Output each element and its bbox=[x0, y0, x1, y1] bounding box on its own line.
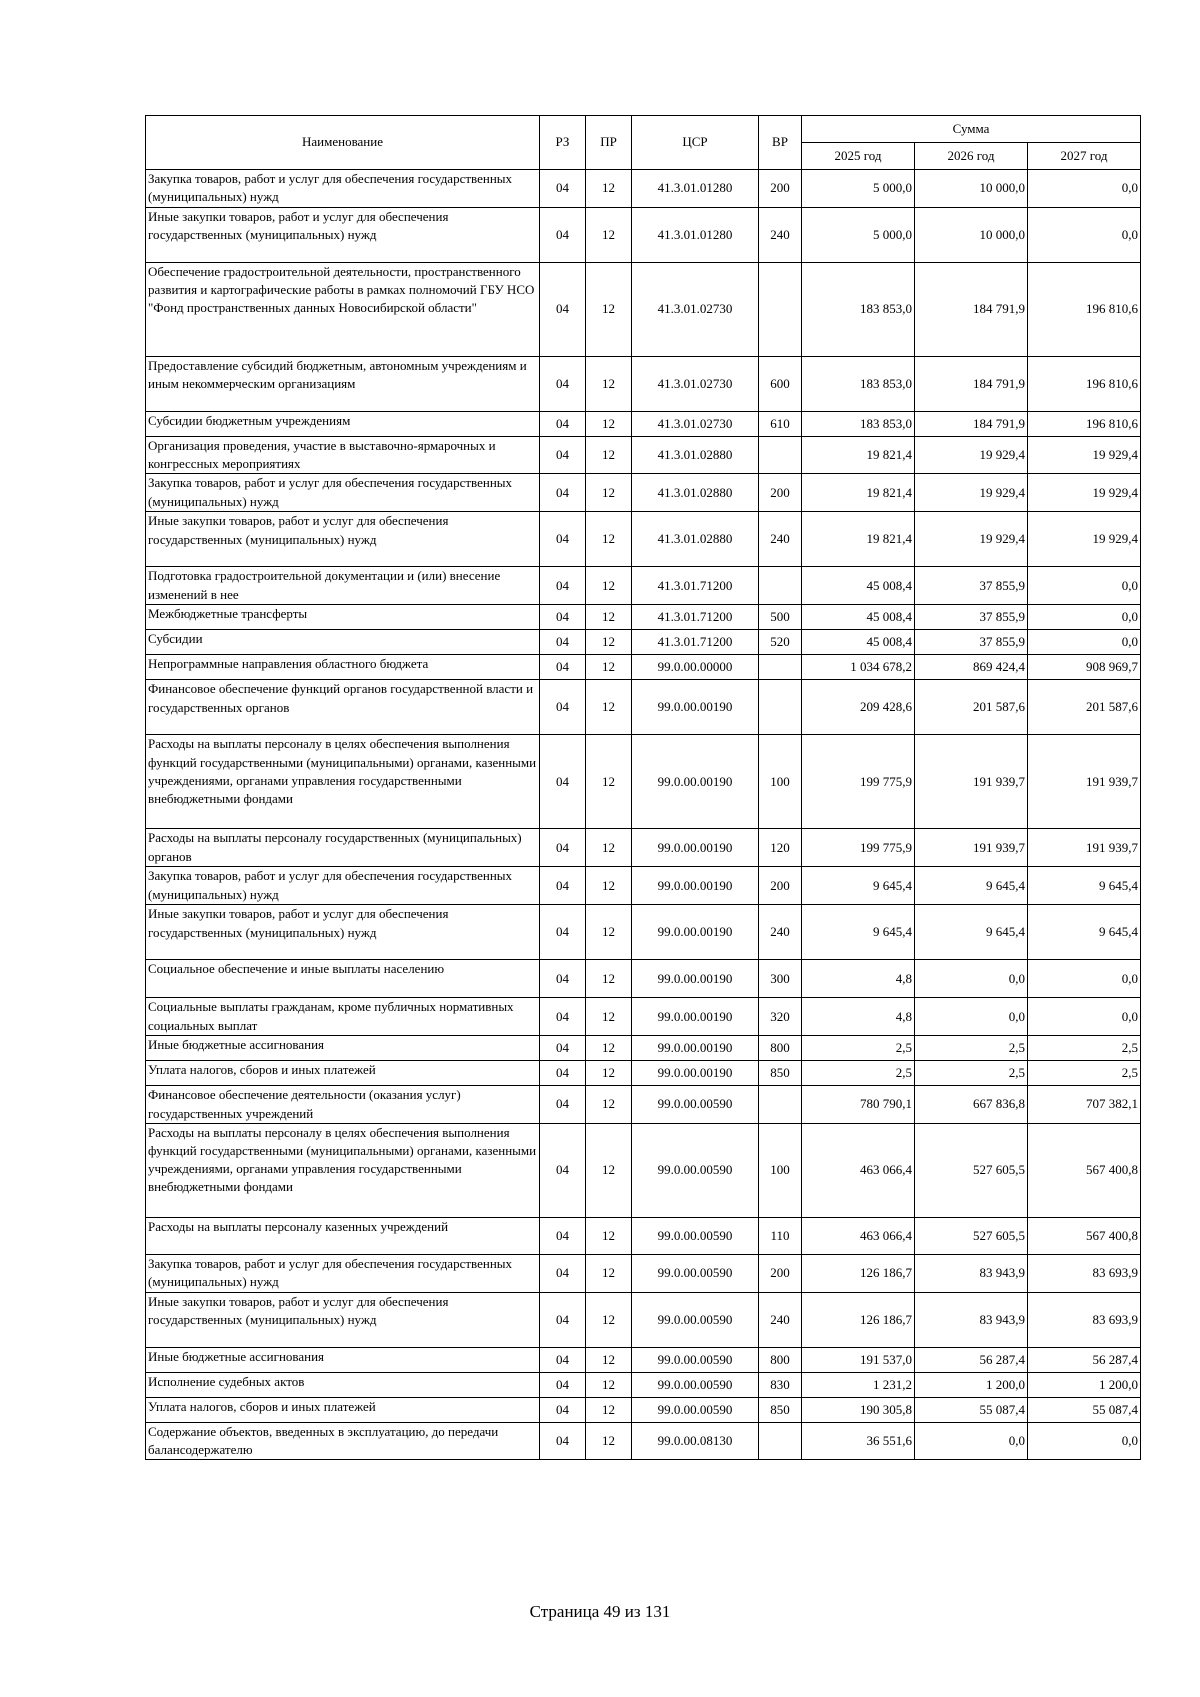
cell-v2026: 19 929,4 bbox=[915, 474, 1028, 512]
cell-rz: 04 bbox=[540, 905, 586, 960]
table-row bbox=[146, 655, 1141, 680]
budget-table bbox=[145, 115, 1141, 1460]
cell-name: Закупка товаров, работ и услуг для обеспечения государственных (муниципальных) нужд bbox=[146, 170, 540, 208]
cell-csr: 99.0.00.00190 bbox=[632, 829, 759, 867]
cell-name: Организация проведения, участие в выставочно-ярмарочных и конгрессных мероприятиях bbox=[146, 437, 540, 474]
cell-csr: 99.0.00.00190 bbox=[632, 1036, 759, 1061]
cell-pr: 12 bbox=[586, 1292, 632, 1347]
cell-vr bbox=[759, 1086, 802, 1123]
cell-rz: 04 bbox=[540, 512, 586, 567]
table-row bbox=[146, 512, 1141, 567]
cell-v2026: 191 939,7 bbox=[915, 829, 1028, 867]
cell-v2026: 19 929,4 bbox=[915, 512, 1028, 567]
cell-csr: 41.3.01.02880 bbox=[632, 474, 759, 512]
cell-pr: 12 bbox=[586, 605, 632, 630]
cell-v2026: 1 200,0 bbox=[915, 1372, 1028, 1397]
cell-v2026: 9 645,4 bbox=[915, 905, 1028, 960]
cell-vr bbox=[759, 1422, 802, 1459]
cell-name: Социальные выплаты гражданам, кроме публичных нормативных социальных выплат bbox=[146, 998, 540, 1036]
cell-v2027: 201 587,6 bbox=[1028, 680, 1141, 735]
cell-v2027: 2,5 bbox=[1028, 1036, 1141, 1061]
cell-rz: 04 bbox=[540, 1347, 586, 1372]
cell-v2027: 0,0 bbox=[1028, 630, 1141, 655]
cell-v2027: 1 200,0 bbox=[1028, 1372, 1141, 1397]
cell-vr: 200 bbox=[759, 474, 802, 512]
table-row bbox=[146, 1036, 1141, 1061]
cell-v2025: 2,5 bbox=[802, 1036, 915, 1061]
cell-rz: 04 bbox=[540, 263, 586, 357]
cell-csr: 41.3.01.02880 bbox=[632, 512, 759, 567]
cell-name: Исполнение судебных актов bbox=[146, 1372, 540, 1397]
cell-v2027: 0,0 bbox=[1028, 170, 1141, 208]
cell-pr: 12 bbox=[586, 474, 632, 512]
cell-rz: 04 bbox=[540, 630, 586, 655]
cell-v2025: 1 034 678,2 bbox=[802, 655, 915, 680]
cell-rz: 04 bbox=[540, 735, 586, 829]
table-row bbox=[146, 1372, 1141, 1397]
cell-csr: 41.3.01.02880 bbox=[632, 437, 759, 474]
cell-v2026: 83 943,9 bbox=[915, 1254, 1028, 1292]
cell-vr: 240 bbox=[759, 1292, 802, 1347]
cell-v2025: 36 551,6 bbox=[802, 1422, 915, 1459]
cell-rz: 04 bbox=[540, 1217, 586, 1254]
table-row bbox=[146, 1061, 1141, 1086]
cell-pr: 12 bbox=[586, 263, 632, 357]
table-row bbox=[146, 1123, 1141, 1217]
cell-v2025: 9 645,4 bbox=[802, 867, 915, 905]
cell-csr: 99.0.00.00590 bbox=[632, 1123, 759, 1217]
cell-v2026: 0,0 bbox=[915, 960, 1028, 998]
table-row bbox=[146, 357, 1141, 412]
cell-v2025: 191 537,0 bbox=[802, 1347, 915, 1372]
cell-v2027: 55 087,4 bbox=[1028, 1397, 1141, 1422]
cell-pr: 12 bbox=[586, 437, 632, 474]
cell-v2027: 19 929,4 bbox=[1028, 437, 1141, 474]
cell-v2027: 83 693,9 bbox=[1028, 1254, 1141, 1292]
cell-vr bbox=[759, 263, 802, 357]
cell-v2026: 2,5 bbox=[915, 1061, 1028, 1086]
table-row bbox=[146, 630, 1141, 655]
cell-v2025: 463 066,4 bbox=[802, 1217, 915, 1254]
table-row bbox=[146, 960, 1141, 998]
header-sum: Сумма bbox=[802, 116, 1141, 143]
cell-pr: 12 bbox=[586, 1123, 632, 1217]
table-row bbox=[146, 1347, 1141, 1372]
cell-vr: 600 bbox=[759, 357, 802, 412]
cell-pr: 12 bbox=[586, 735, 632, 829]
cell-rz: 04 bbox=[540, 208, 586, 263]
table-row bbox=[146, 1422, 1141, 1459]
cell-rz: 04 bbox=[540, 998, 586, 1036]
table-row bbox=[146, 1292, 1141, 1347]
cell-v2026: 0,0 bbox=[915, 998, 1028, 1036]
cell-v2026: 527 605,5 bbox=[915, 1217, 1028, 1254]
cell-v2025: 45 008,4 bbox=[802, 605, 915, 630]
page-number: Страница 49 из 131 bbox=[529, 1602, 671, 1621]
table-row bbox=[146, 437, 1141, 474]
cell-pr: 12 bbox=[586, 829, 632, 867]
cell-v2026: 19 929,4 bbox=[915, 437, 1028, 474]
cell-rz: 04 bbox=[540, 170, 586, 208]
cell-name: Иные закупки товаров, работ и услуг для обеспечения государственных (муниципальных) нужд bbox=[146, 905, 540, 960]
cell-csr: 99.0.00.00590 bbox=[632, 1347, 759, 1372]
cell-rz: 04 bbox=[540, 1061, 586, 1086]
cell-vr: 850 bbox=[759, 1061, 802, 1086]
cell-vr: 240 bbox=[759, 208, 802, 263]
cell-rz: 04 bbox=[540, 1372, 586, 1397]
cell-name: Закупка товаров, работ и услуг для обеспечения государственных (муниципальных) нужд bbox=[146, 474, 540, 512]
cell-name: Расходы на выплаты персоналу государственных (муниципальных) органов bbox=[146, 829, 540, 867]
cell-rz: 04 bbox=[540, 474, 586, 512]
cell-name: Финансовое обеспечение деятельности (оказания услуг) государственных учреждений bbox=[146, 1086, 540, 1123]
cell-name: Межбюджетные трансферты bbox=[146, 605, 540, 630]
cell-name: Закупка товаров, работ и услуг для обеспечения государственных (муниципальных) нужд bbox=[146, 1254, 540, 1292]
cell-v2025: 5 000,0 bbox=[802, 170, 915, 208]
cell-rz: 04 bbox=[540, 1422, 586, 1459]
cell-csr: 99.0.00.00590 bbox=[632, 1254, 759, 1292]
cell-name: Иные закупки товаров, работ и услуг для обеспечения государственных (муниципальных) нужд bbox=[146, 1292, 540, 1347]
cell-vr bbox=[759, 437, 802, 474]
cell-pr: 12 bbox=[586, 1061, 632, 1086]
table-row bbox=[146, 1086, 1141, 1123]
table-row bbox=[146, 474, 1141, 512]
cell-csr: 41.3.01.02730 bbox=[632, 357, 759, 412]
cell-name: Иные закупки товаров, работ и услуг для обеспечения государственных (муниципальных) нужд bbox=[146, 208, 540, 263]
table-row bbox=[146, 208, 1141, 263]
cell-vr: 500 bbox=[759, 605, 802, 630]
cell-v2026: 37 855,9 bbox=[915, 605, 1028, 630]
cell-pr: 12 bbox=[586, 630, 632, 655]
cell-pr: 12 bbox=[586, 998, 632, 1036]
cell-v2025: 209 428,6 bbox=[802, 680, 915, 735]
table-row bbox=[146, 867, 1141, 905]
cell-v2026: 184 791,9 bbox=[915, 357, 1028, 412]
cell-csr: 99.0.00.00190 bbox=[632, 1061, 759, 1086]
cell-vr: 100 bbox=[759, 735, 802, 829]
cell-vr: 830 bbox=[759, 1372, 802, 1397]
cell-rz: 04 bbox=[540, 655, 586, 680]
cell-vr: 240 bbox=[759, 905, 802, 960]
cell-v2027: 0,0 bbox=[1028, 1422, 1141, 1459]
cell-csr: 99.0.00.00190 bbox=[632, 960, 759, 998]
cell-rz: 04 bbox=[540, 437, 586, 474]
cell-v2025: 19 821,4 bbox=[802, 512, 915, 567]
table-row bbox=[146, 998, 1141, 1036]
table-row bbox=[146, 735, 1141, 829]
cell-csr: 99.0.00.00190 bbox=[632, 680, 759, 735]
table-row bbox=[146, 829, 1141, 867]
cell-v2025: 19 821,4 bbox=[802, 437, 915, 474]
cell-csr: 99.0.00.00190 bbox=[632, 735, 759, 829]
cell-rz: 04 bbox=[540, 1123, 586, 1217]
cell-v2025: 19 821,4 bbox=[802, 474, 915, 512]
cell-pr: 12 bbox=[586, 412, 632, 437]
cell-v2026: 2,5 bbox=[915, 1036, 1028, 1061]
cell-pr: 12 bbox=[586, 1036, 632, 1061]
cell-v2025: 183 853,0 bbox=[802, 263, 915, 357]
cell-vr bbox=[759, 567, 802, 605]
cell-pr: 12 bbox=[586, 1254, 632, 1292]
cell-v2025: 183 853,0 bbox=[802, 412, 915, 437]
header-year-2027: 2027 год bbox=[1028, 143, 1141, 170]
table-row bbox=[146, 412, 1141, 437]
cell-v2027: 19 929,4 bbox=[1028, 474, 1141, 512]
cell-rz: 04 bbox=[540, 567, 586, 605]
cell-v2027: 56 287,4 bbox=[1028, 1347, 1141, 1372]
cell-rz: 04 bbox=[540, 1036, 586, 1061]
cell-v2025: 5 000,0 bbox=[802, 208, 915, 263]
cell-vr: 850 bbox=[759, 1397, 802, 1422]
cell-v2027: 83 693,9 bbox=[1028, 1292, 1141, 1347]
cell-v2027: 567 400,8 bbox=[1028, 1123, 1141, 1217]
cell-vr: 610 bbox=[759, 412, 802, 437]
cell-v2025: 780 790,1 bbox=[802, 1086, 915, 1123]
cell-vr: 100 bbox=[759, 1123, 802, 1217]
cell-v2026: 869 424,4 bbox=[915, 655, 1028, 680]
cell-csr: 41.3.01.02730 bbox=[632, 412, 759, 437]
cell-v2027: 0,0 bbox=[1028, 567, 1141, 605]
cell-csr: 99.0.00.00590 bbox=[632, 1217, 759, 1254]
cell-rz: 04 bbox=[540, 357, 586, 412]
cell-vr: 800 bbox=[759, 1036, 802, 1061]
cell-v2027: 196 810,6 bbox=[1028, 412, 1141, 437]
cell-name: Непрограммные направления областного бюджета bbox=[146, 655, 540, 680]
cell-v2026: 0,0 bbox=[915, 1422, 1028, 1459]
cell-v2025: 45 008,4 bbox=[802, 567, 915, 605]
cell-pr: 12 bbox=[586, 357, 632, 412]
cell-rz: 04 bbox=[540, 1397, 586, 1422]
cell-vr bbox=[759, 655, 802, 680]
cell-name: Иные бюджетные ассигнования bbox=[146, 1347, 540, 1372]
cell-v2025: 2,5 bbox=[802, 1061, 915, 1086]
cell-name: Расходы на выплаты персоналу в целях обеспечения выполнения функций государственными (муниципальными) органами, казенными учреждениями, органами управления государственными внебюджетными фондами bbox=[146, 1123, 540, 1217]
table-row bbox=[146, 567, 1141, 605]
header-name: Наименование bbox=[146, 116, 540, 170]
cell-v2025: 126 186,7 bbox=[802, 1292, 915, 1347]
cell-csr: 99.0.00.08130 bbox=[632, 1422, 759, 1459]
cell-pr: 12 bbox=[586, 208, 632, 263]
cell-vr: 200 bbox=[759, 867, 802, 905]
table-row bbox=[146, 605, 1141, 630]
cell-pr: 12 bbox=[586, 1372, 632, 1397]
cell-csr: 99.0.00.00190 bbox=[632, 905, 759, 960]
cell-name: Субсидии bbox=[146, 630, 540, 655]
cell-v2027: 196 810,6 bbox=[1028, 263, 1141, 357]
header-pr: ПР bbox=[586, 116, 632, 170]
cell-v2025: 4,8 bbox=[802, 960, 915, 998]
cell-v2025: 190 305,8 bbox=[802, 1397, 915, 1422]
cell-name: Социальное обеспечение и иные выплаты населению bbox=[146, 960, 540, 998]
cell-csr: 99.0.00.00590 bbox=[632, 1372, 759, 1397]
cell-csr: 41.3.01.01280 bbox=[632, 170, 759, 208]
cell-v2025: 45 008,4 bbox=[802, 630, 915, 655]
cell-v2025: 9 645,4 bbox=[802, 905, 915, 960]
cell-v2025: 1 231,2 bbox=[802, 1372, 915, 1397]
cell-v2027: 2,5 bbox=[1028, 1061, 1141, 1086]
cell-name: Уплата налогов, сборов и иных платежей bbox=[146, 1397, 540, 1422]
cell-name: Подготовка градостроительной документации и (или) внесение изменений в нее bbox=[146, 567, 540, 605]
header-year-2025: 2025 год bbox=[802, 143, 915, 170]
cell-v2027: 196 810,6 bbox=[1028, 357, 1141, 412]
cell-rz: 04 bbox=[540, 680, 586, 735]
cell-pr: 12 bbox=[586, 170, 632, 208]
cell-name: Обеспечение градостроительной деятельности, пространственного развития и картографические работы в рамках полномочий ГБУ НСО "Фонд пространственных данных Новосибирской области" bbox=[146, 263, 540, 357]
cell-vr: 200 bbox=[759, 1254, 802, 1292]
cell-v2025: 4,8 bbox=[802, 998, 915, 1036]
cell-v2026: 37 855,9 bbox=[915, 630, 1028, 655]
cell-name: Расходы на выплаты персоналу в целях обеспечения выполнения функций государственными (муниципальными) органами, казенными учреждениями, органами управления государственными внебюджетными фондами bbox=[146, 735, 540, 829]
cell-name: Уплата налогов, сборов и иных платежей bbox=[146, 1061, 540, 1086]
cell-csr: 99.0.00.00590 bbox=[632, 1397, 759, 1422]
cell-v2026: 527 605,5 bbox=[915, 1123, 1028, 1217]
cell-pr: 12 bbox=[586, 655, 632, 680]
cell-pr: 12 bbox=[586, 1422, 632, 1459]
table-row bbox=[146, 905, 1141, 960]
cell-pr: 12 bbox=[586, 905, 632, 960]
cell-name: Предоставление субсидий бюджетным, автономным учреждениям и иным некоммерческим организациям bbox=[146, 357, 540, 412]
table-row bbox=[146, 680, 1141, 735]
cell-csr: 41.3.01.01280 bbox=[632, 208, 759, 263]
cell-name: Субсидии бюджетным учреждениям bbox=[146, 412, 540, 437]
cell-pr: 12 bbox=[586, 1397, 632, 1422]
header-rz: РЗ bbox=[540, 116, 586, 170]
table-body bbox=[146, 170, 1141, 1460]
cell-v2027: 191 939,7 bbox=[1028, 829, 1141, 867]
cell-pr: 12 bbox=[586, 512, 632, 567]
cell-v2027: 191 939,7 bbox=[1028, 735, 1141, 829]
cell-v2026: 10 000,0 bbox=[915, 208, 1028, 263]
cell-vr: 320 bbox=[759, 998, 802, 1036]
cell-vr: 240 bbox=[759, 512, 802, 567]
table-row bbox=[146, 170, 1141, 208]
cell-name: Финансовое обеспечение функций органов государственной власти и государственных органов bbox=[146, 680, 540, 735]
cell-v2025: 183 853,0 bbox=[802, 357, 915, 412]
cell-v2026: 37 855,9 bbox=[915, 567, 1028, 605]
table-row bbox=[146, 1397, 1141, 1422]
cell-csr: 41.3.01.02730 bbox=[632, 263, 759, 357]
cell-v2025: 199 775,9 bbox=[802, 735, 915, 829]
cell-v2026: 201 587,6 bbox=[915, 680, 1028, 735]
cell-pr: 12 bbox=[586, 867, 632, 905]
cell-name: Иные закупки товаров, работ и услуг для обеспечения государственных (муниципальных) нужд bbox=[146, 512, 540, 567]
cell-rz: 04 bbox=[540, 1292, 586, 1347]
cell-csr: 99.0.00.00000 bbox=[632, 655, 759, 680]
cell-pr: 12 bbox=[586, 680, 632, 735]
cell-rz: 04 bbox=[540, 1254, 586, 1292]
cell-rz: 04 bbox=[540, 867, 586, 905]
table-header bbox=[146, 116, 1141, 170]
cell-v2025: 199 775,9 bbox=[802, 829, 915, 867]
cell-vr bbox=[759, 680, 802, 735]
cell-v2027: 0,0 bbox=[1028, 605, 1141, 630]
cell-csr: 99.0.00.00590 bbox=[632, 1086, 759, 1123]
cell-pr: 12 bbox=[586, 567, 632, 605]
cell-csr: 41.3.01.71200 bbox=[632, 630, 759, 655]
header-csr: ЦСР bbox=[632, 116, 759, 170]
cell-rz: 04 bbox=[540, 829, 586, 867]
cell-csr: 99.0.00.00590 bbox=[632, 1292, 759, 1347]
table-row bbox=[146, 263, 1141, 357]
cell-rz: 04 bbox=[540, 1086, 586, 1123]
cell-v2027: 19 929,4 bbox=[1028, 512, 1141, 567]
cell-v2027: 707 382,1 bbox=[1028, 1086, 1141, 1123]
cell-v2025: 463 066,4 bbox=[802, 1123, 915, 1217]
cell-v2027: 0,0 bbox=[1028, 208, 1141, 263]
cell-v2027: 9 645,4 bbox=[1028, 905, 1141, 960]
cell-v2027: 0,0 bbox=[1028, 960, 1141, 998]
cell-csr: 99.0.00.00190 bbox=[632, 998, 759, 1036]
header-vr: ВР bbox=[759, 116, 802, 170]
cell-csr: 41.3.01.71200 bbox=[632, 567, 759, 605]
cell-v2026: 667 836,8 bbox=[915, 1086, 1028, 1123]
cell-v2027: 0,0 bbox=[1028, 998, 1141, 1036]
cell-v2026: 10 000,0 bbox=[915, 170, 1028, 208]
cell-rz: 04 bbox=[540, 412, 586, 437]
cell-v2026: 184 791,9 bbox=[915, 412, 1028, 437]
cell-name: Иные бюджетные ассигнования bbox=[146, 1036, 540, 1061]
cell-vr: 200 bbox=[759, 170, 802, 208]
cell-pr: 12 bbox=[586, 1217, 632, 1254]
cell-pr: 12 bbox=[586, 1347, 632, 1372]
cell-name: Содержание объектов, введенных в эксплуатацию, до передачи балансодержателю bbox=[146, 1422, 540, 1459]
cell-v2026: 191 939,7 bbox=[915, 735, 1028, 829]
cell-vr: 800 bbox=[759, 1347, 802, 1372]
table-row bbox=[146, 1217, 1141, 1254]
cell-v2027: 9 645,4 bbox=[1028, 867, 1141, 905]
cell-rz: 04 bbox=[540, 605, 586, 630]
cell-vr: 110 bbox=[759, 1217, 802, 1254]
cell-vr: 300 bbox=[759, 960, 802, 998]
cell-v2026: 184 791,9 bbox=[915, 263, 1028, 357]
cell-name: Расходы на выплаты персоналу казенных учреждений bbox=[146, 1217, 540, 1254]
cell-v2026: 9 645,4 bbox=[915, 867, 1028, 905]
cell-v2026: 56 287,4 bbox=[915, 1347, 1028, 1372]
cell-v2026: 83 943,9 bbox=[915, 1292, 1028, 1347]
cell-v2025: 126 186,7 bbox=[802, 1254, 915, 1292]
cell-csr: 99.0.00.00190 bbox=[632, 867, 759, 905]
header-year-2026: 2026 год bbox=[915, 143, 1028, 170]
cell-vr: 520 bbox=[759, 630, 802, 655]
cell-rz: 04 bbox=[540, 960, 586, 998]
cell-v2026: 55 087,4 bbox=[915, 1397, 1028, 1422]
cell-v2027: 908 969,7 bbox=[1028, 655, 1141, 680]
cell-vr: 120 bbox=[759, 829, 802, 867]
cell-pr: 12 bbox=[586, 1086, 632, 1123]
cell-name: Закупка товаров, работ и услуг для обеспечения государственных (муниципальных) нужд bbox=[146, 867, 540, 905]
cell-pr: 12 bbox=[586, 960, 632, 998]
cell-v2027: 567 400,8 bbox=[1028, 1217, 1141, 1254]
cell-csr: 41.3.01.71200 bbox=[632, 605, 759, 630]
table-row bbox=[146, 1254, 1141, 1292]
